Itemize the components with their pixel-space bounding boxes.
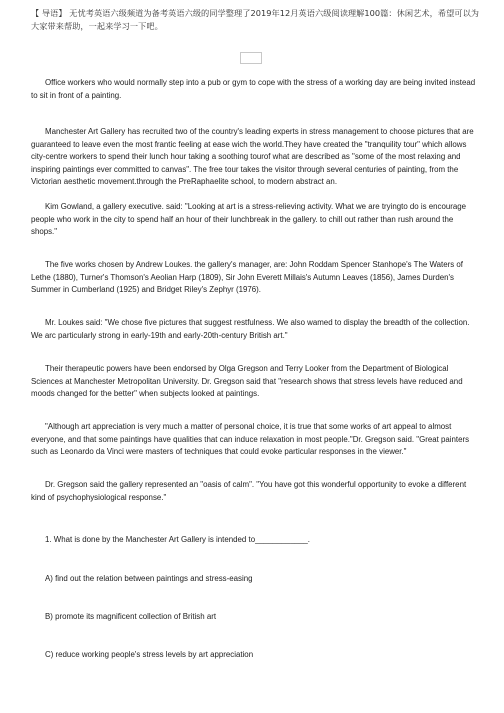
paragraph-2-text: Manchester Art Gallery has recruited two of the country's leading experts in stress management to choose pictures that are guaranteed to leave even the most frantic feeling at ease wich the world.They have created the "tranquility tour" which allows city-centre workers to spend their lunch hour taking a soothing tourof what are described as "some of the most relaxing and inspiring paintings ever committed to canvas". The free tour takes the visitor through several centuries of painting, from the Victorian aesthetic movement.through the PreRaphaelite school, to modern abstract an. — [31, 127, 474, 186]
paragraph-3 — [31, 201, 479, 239]
paragraph-1-text: Office workers who would normally step into a pub or gym to cope with the stress of a working day are being invited instead to sit in front of a painting. — [31, 78, 476, 100]
option-a: A) find out the relation between paintings and stress-easing — [45, 574, 253, 583]
option-b: B) promote its magnificent collection of British art — [45, 612, 217, 621]
paragraph-4 — [31, 259, 479, 297]
paragraph-3-text: Kim Gowland, a gallery executive. said: "Looking at art is a stress-relieving activity. What we are tryingto do is encourage people who work in the city to spend half an hour of their lunchbreak in the gallery. to chill out rather than rush around the shops." — [31, 202, 467, 236]
paragraph-2 — [31, 126, 479, 189]
paragraph-6-text: Their therapeutic powers have been endorsed by Olga Gregson and Terry Looker from the Department of Biological Sciences at Manchester Metropolitan University. Dr. Gregson said that "research shows that stress levels have reduced and moods changed for the better" when subjects looked at paintings. — [31, 364, 463, 398]
paragraph-1 — [31, 77, 479, 102]
question-stem: 1. What is done by the Manchester Art Gallery is intended to____________. — [45, 535, 310, 544]
paragraph-7 — [31, 421, 479, 459]
paragraph-7-text: "Although art appreciation is very much a matter of personal choice, it is true that some works of art appeal to almost everyone, and that some paintings have qualities that can induce relaxation in most people."Dr. Gregson said. "Great painters such as Leonardo da Vinci were masters of techniques that could evoke particular responses in the viewer." — [31, 422, 470, 456]
paragraph-8-text: Dr. Gregson said the gallery represented an "oasis of calm". "You have got this wonderful opportunity to evoke a different kind of psychophysiological response." — [31, 480, 467, 502]
image-placeholder — [240, 52, 262, 64]
paragraph-8 — [31, 479, 479, 504]
paragraph-5 — [31, 317, 479, 342]
intro-text: 【 导语】 无忧考英语六级频道为备考英语六级的同学整理了2019年12月英语六级阅读理解100篇：休闲艺术，希望可以为大家带来帮助，一起来学习一下吧。 — [31, 8, 480, 31]
paragraph-5-text: Mr. Loukes said: "We chose five pictures that suggest restfulness. We also wamed to display the breadth of the collection. We arc particularly strong in early-19th and early-20th-century British art." — [31, 318, 470, 340]
paragraph-6 — [31, 363, 479, 401]
paragraph-4-text: The five works chosen by Andrew Loukes. the gallery's manager, are: John Roddam Spencer Stanhope's The Waters of Lethe (1880), Turner's Thomson's Aeolian Harp (1809), Sir John Everett Millais's Autumn Leaves (1856), James Durden's Summer in Cumberland (1925) and Bridget Riley's Zephyr (1976). — [31, 260, 463, 294]
option-c: C) reduce working people's stress levels by art appreciation — [45, 650, 254, 659]
